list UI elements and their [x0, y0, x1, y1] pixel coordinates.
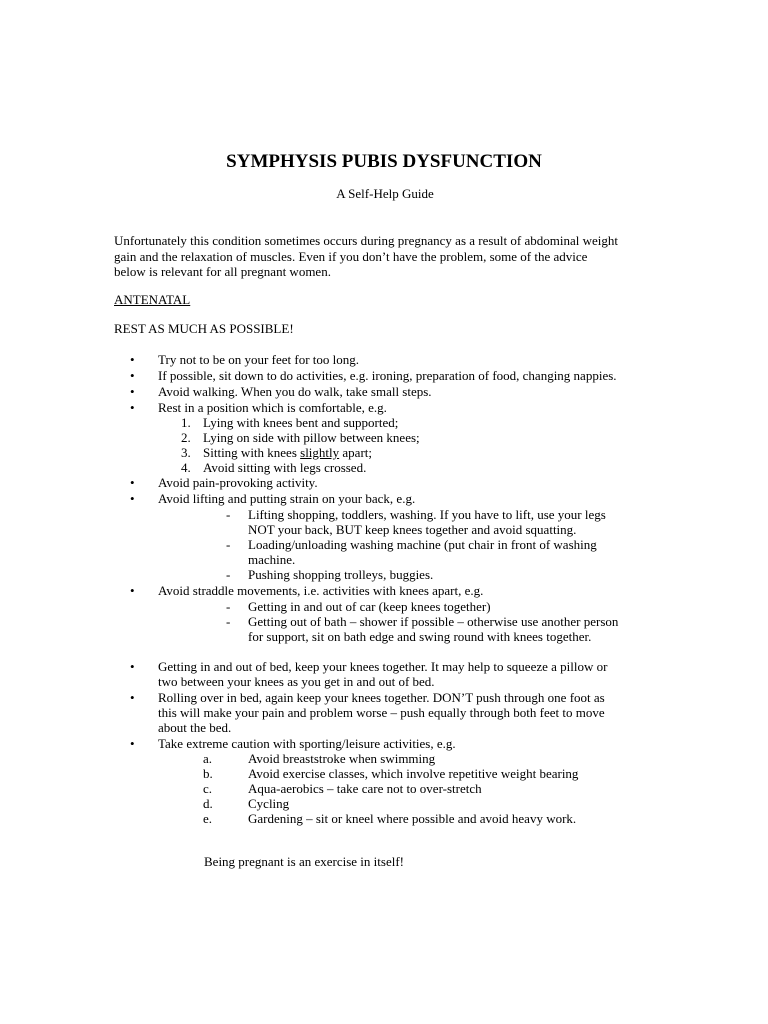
list-item: Take extreme caution with sporting/leisure activities, e.g.: [158, 736, 456, 751]
list-letter: c.: [203, 781, 213, 796]
sub-list-item: Avoid breaststroke when swimming: [248, 751, 436, 766]
bullet-icon: •: [130, 368, 135, 383]
bullet-icon: •: [130, 736, 135, 751]
sub-list-item: Avoid exercise classes, which involve repetitive weight bearing: [248, 766, 579, 781]
list-number: 1.: [181, 415, 191, 430]
closing-remark: Being pregnant is an exercise in itself!: [204, 854, 404, 869]
sub-list-item-text: apart;: [339, 445, 372, 460]
dash-item-line: Getting in and out of car (keep knees together): [248, 599, 491, 614]
sub-list-item: Lying with knees bent and supported;: [203, 415, 399, 430]
sub-list-item: Cycling: [248, 796, 290, 811]
dash-item-line: for support, sit on bath edge and swing round with knees together.: [248, 629, 592, 644]
list-number: 3.: [181, 445, 191, 460]
dash-icon: -: [226, 567, 231, 582]
sub-list-item: Gardening – sit or kneel where possible and avoid heavy work.: [248, 811, 577, 826]
dash-icon: -: [226, 537, 231, 552]
list-item-line: Getting in and out of bed, keep your knees together. It may help to squeeze a pillow or: [158, 659, 608, 674]
list-item: Avoid straddle movements, i.e. activities with knees apart, e.g.: [158, 583, 484, 598]
dash-item-line: Loading/unloading washing machine (put chair in front of washing: [248, 537, 597, 552]
list-item: Rest in a position which is comfortable, e.g.: [158, 400, 387, 415]
bullet-icon: •: [130, 384, 135, 399]
dash-item-line: NOT your back, BUT keep knees together and avoid squatting.: [248, 522, 577, 537]
list-item: Try not to be on your feet for too long.: [158, 352, 359, 367]
bullet-icon: •: [130, 491, 135, 506]
list-number: 4.: [181, 460, 191, 475]
list-item: Avoid walking. When you do walk, take small steps.: [158, 384, 432, 399]
bullet-icon: •: [130, 690, 135, 705]
list-item: Avoid lifting and putting strain on your back, e.g.: [158, 491, 416, 506]
dash-item-line: Lifting shopping, toddlers, washing. If you have to lift, use your legs: [248, 507, 606, 522]
bullet-icon: •: [130, 583, 135, 598]
document-subtitle: A Self-Help Guide: [336, 186, 434, 201]
dash-item-line: machine.: [248, 552, 296, 567]
list-item: If possible, sit down to do activities, e.g. ironing, preparation of food, changing nappies.: [158, 368, 617, 383]
bullet-icon: •: [130, 659, 135, 674]
rest-heading: REST AS MUCH AS POSSIBLE!: [114, 321, 294, 336]
list-number: 2.: [181, 430, 191, 445]
section-heading-antenatal: ANTENATAL: [114, 292, 191, 307]
list-item: Avoid pain-provoking activity.: [158, 475, 318, 490]
intro-paragraph: [114, 233, 618, 280]
emphasis-slightly: slightly: [300, 445, 340, 460]
intro-line: gain and the relaxation of muscles. Even if you don’t have the problem, some of the advice: [114, 248, 588, 264]
dash-item-line: Pushing shopping trolleys, buggies.: [248, 567, 434, 582]
dash-icon: -: [226, 599, 231, 614]
sub-list-item-text: Sitting with knees: [203, 445, 301, 460]
sub-list-item: Aqua-aerobics – take care not to over-stretch: [248, 781, 482, 796]
sub-list-item: Lying on side with pillow between knees;: [203, 430, 420, 445]
bullet-icon: •: [130, 475, 135, 490]
sub-list-item: Avoid sitting with legs crossed.: [203, 460, 367, 475]
sub-list-item: [203, 445, 372, 460]
document-title: SYMPHYSIS PUBIS DYSFUNCTION: [226, 151, 542, 172]
list-letter: d.: [203, 796, 213, 811]
bullet-icon: •: [130, 352, 135, 367]
bullet-icon: •: [130, 400, 135, 415]
list-item-line: two between your knees as you get in and out of bed.: [158, 674, 435, 689]
dash-icon: -: [226, 614, 231, 629]
dash-icon: -: [226, 507, 231, 522]
list-letter: a.: [203, 751, 213, 766]
dash-item-line: Getting out of bath – shower if possible – otherwise use another person: [248, 614, 619, 629]
list-item-line: this will make your pain and problem worse – push equally through both feet to move: [158, 705, 605, 720]
intro-line: Unfortunately this condition sometimes occurs during pregnancy as a result of abdominal weight: [114, 233, 618, 248]
list-letter: e.: [203, 811, 213, 826]
list-item-line: about the bed.: [158, 720, 232, 735]
list-item-line: Rolling over in bed, again keep your knees together. DON’T push through one foot as: [158, 690, 605, 705]
list-letter: b.: [203, 766, 213, 781]
intro-line: below is relevant for all pregnant women.: [114, 264, 331, 279]
